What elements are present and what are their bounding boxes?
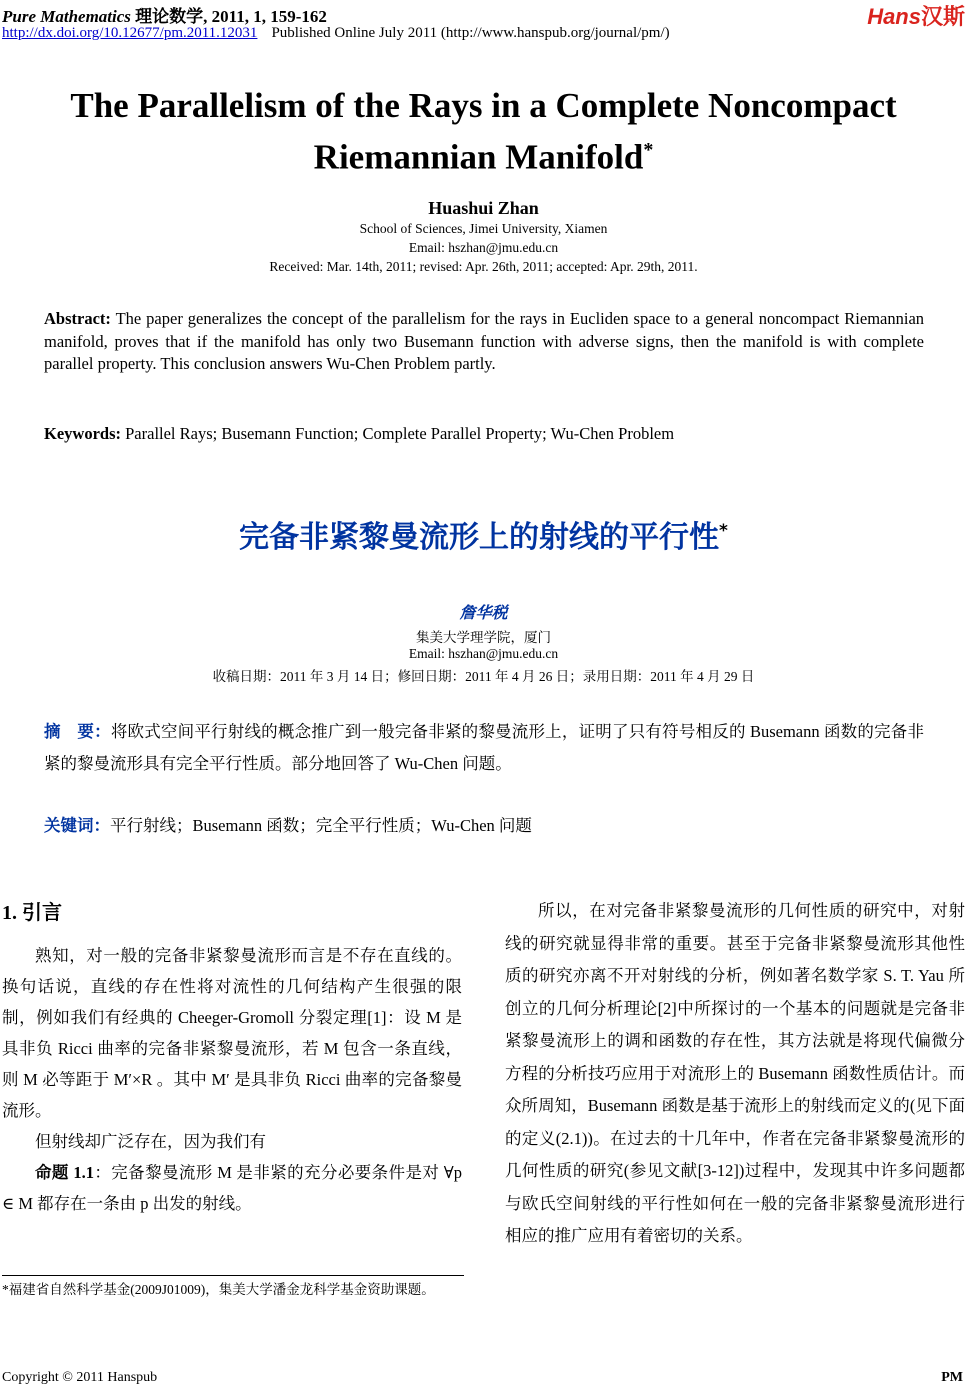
paper-title-cn: 完备非紧黎曼流形上的射线的平行性* [239,520,728,555]
footnote-divider [2,1275,464,1276]
hans-logo: Hans汉斯 [867,4,965,29]
copyright: Copyright © 2011 Hanspub [2,1370,158,1385]
dates-en: Received: Mar. 14th, 2011; revised: Apr. 26th, 2011; accepted: Apr. 29th, 2011. [269,259,698,274]
journal-header [2,2,327,27]
published-online: Published Online July 2011 (http://www.hanspub.org/journal/pm/) [271,25,670,41]
abstract-en: Abstract: The paper generalizes the concept of the parallelism for the rays in Eucliden space to a general noncompact Riemannian manifold, proves that if the manifold has only two Busemann function with adverse signs, then the manifold is with complete parallel property. This conclusion answers Wu-Chen Problem partly. [44,309,925,373]
proposition: 命题 1.1：完备黎曼流形 M 是非紧的充分必要条件是对 ∀p ∈ M 都存在一条由 p 出发的射线。 [2,1163,462,1213]
dates-cn: 收稿日期：2011 年 3 月 14 日；修回日期：2011 年 4 月 26 日；录用日期：2011 年 4 月 29 日 [212,669,755,684]
paper-title-en: The Parallelism of the Rays in a Complete Noncompact Riemannian Manifold* [70,86,897,177]
publication-line [2,25,670,42]
section-heading-intro: 1. 引言 [2,902,62,924]
journal-name: Pure Mathematics [2,7,131,26]
paragraph: 但射线却广泛存在，因为我们有 [35,1132,266,1151]
keywords-cn: 关键词：平行射线；Busemann 函数；完全平行性质；Wu-Chen 问题 [44,816,532,835]
affiliation-en: School of Sciences, Jimei University, Xiamen [359,221,608,236]
author-cn: 詹华税 [459,605,508,622]
author-en: Huashui Zhan [428,198,539,218]
abstract-cn: 摘 要：将欧式空间平行射线的概念推广到一般完备非紧的黎曼流形上，证明了只有符号相反的 Busemann 函数的完备非紧的黎曼流形具有完全平行性质。部分地回答了 Wu-Chen 问题。 [44,722,924,773]
paragraph: 熟知，对一般的完备非紧黎曼流形而言是不存在直线的。换句话说，直线的存在性将对流性的几何结构产生很强的限制，例如我们有经典的 Cheeger-Gromoll 分裂定理[1]：设 M 是具非负 Ricci 曲率的完备非紧黎曼流形，若 M 包含一条直线，则 M 必等距于 M′×R 。其中 M′ 是具非负 Ricci 曲率的完备黎曼流形。 [2,946,462,1120]
affiliation-cn: 集美大学理学院，厦门 [416,630,551,645]
journal-abbr: PM [941,1370,963,1385]
keywords-en: Keywords: Parallel Rays; Busemann Function; Complete Parallel Property; Wu-Chen Problem [44,424,675,443]
email-en: Email: hszhan@jmu.edu.cn [408,240,559,255]
paragraph: 所以，在对完备非紧黎曼流形的几何性质的研究中，对射线的研究就显得非常的重要。甚至于完备非紧黎曼流形其他性质的研究亦离不开对射线的分析，例如著名数学家 S. T. Yau 所创立的几何分析理论[2]中所探讨的一个基本的问题就是完备非紧黎曼流形上的调和函数的存在性，其方法就是将现代偏微分方程的分析技巧应用于对流形上的 Busemann 函数性质估计。而众所周知，Busemann 函数是基于流形上的射线而定义的(见下面的定义(2.1))。在过去的十几年中，作者在完备非紧黎曼流形的几何性质的研究(参见文献[3-12])过程中，发现其中许多问题都与欧氏空间射线的平行性如何在一般的完备非紧黎曼流形进行相应的推广应用有着密切的关系。 [505,901,965,1245]
journal-issue: 理论数学, 2011, 1, 159-162 [130,7,327,26]
footnote: *福建省自然科学基金(2009J01009)，集美大学潘金龙科学基金资助课题。 [2,1282,435,1297]
left-column [2,940,462,1219]
doi-link[interactable]: http://dx.doi.org/10.12677/pm.2011.12031 [2,25,258,41]
right-column [505,895,965,1253]
email-cn: Email: hszhan@jmu.edu.cn [408,646,559,661]
